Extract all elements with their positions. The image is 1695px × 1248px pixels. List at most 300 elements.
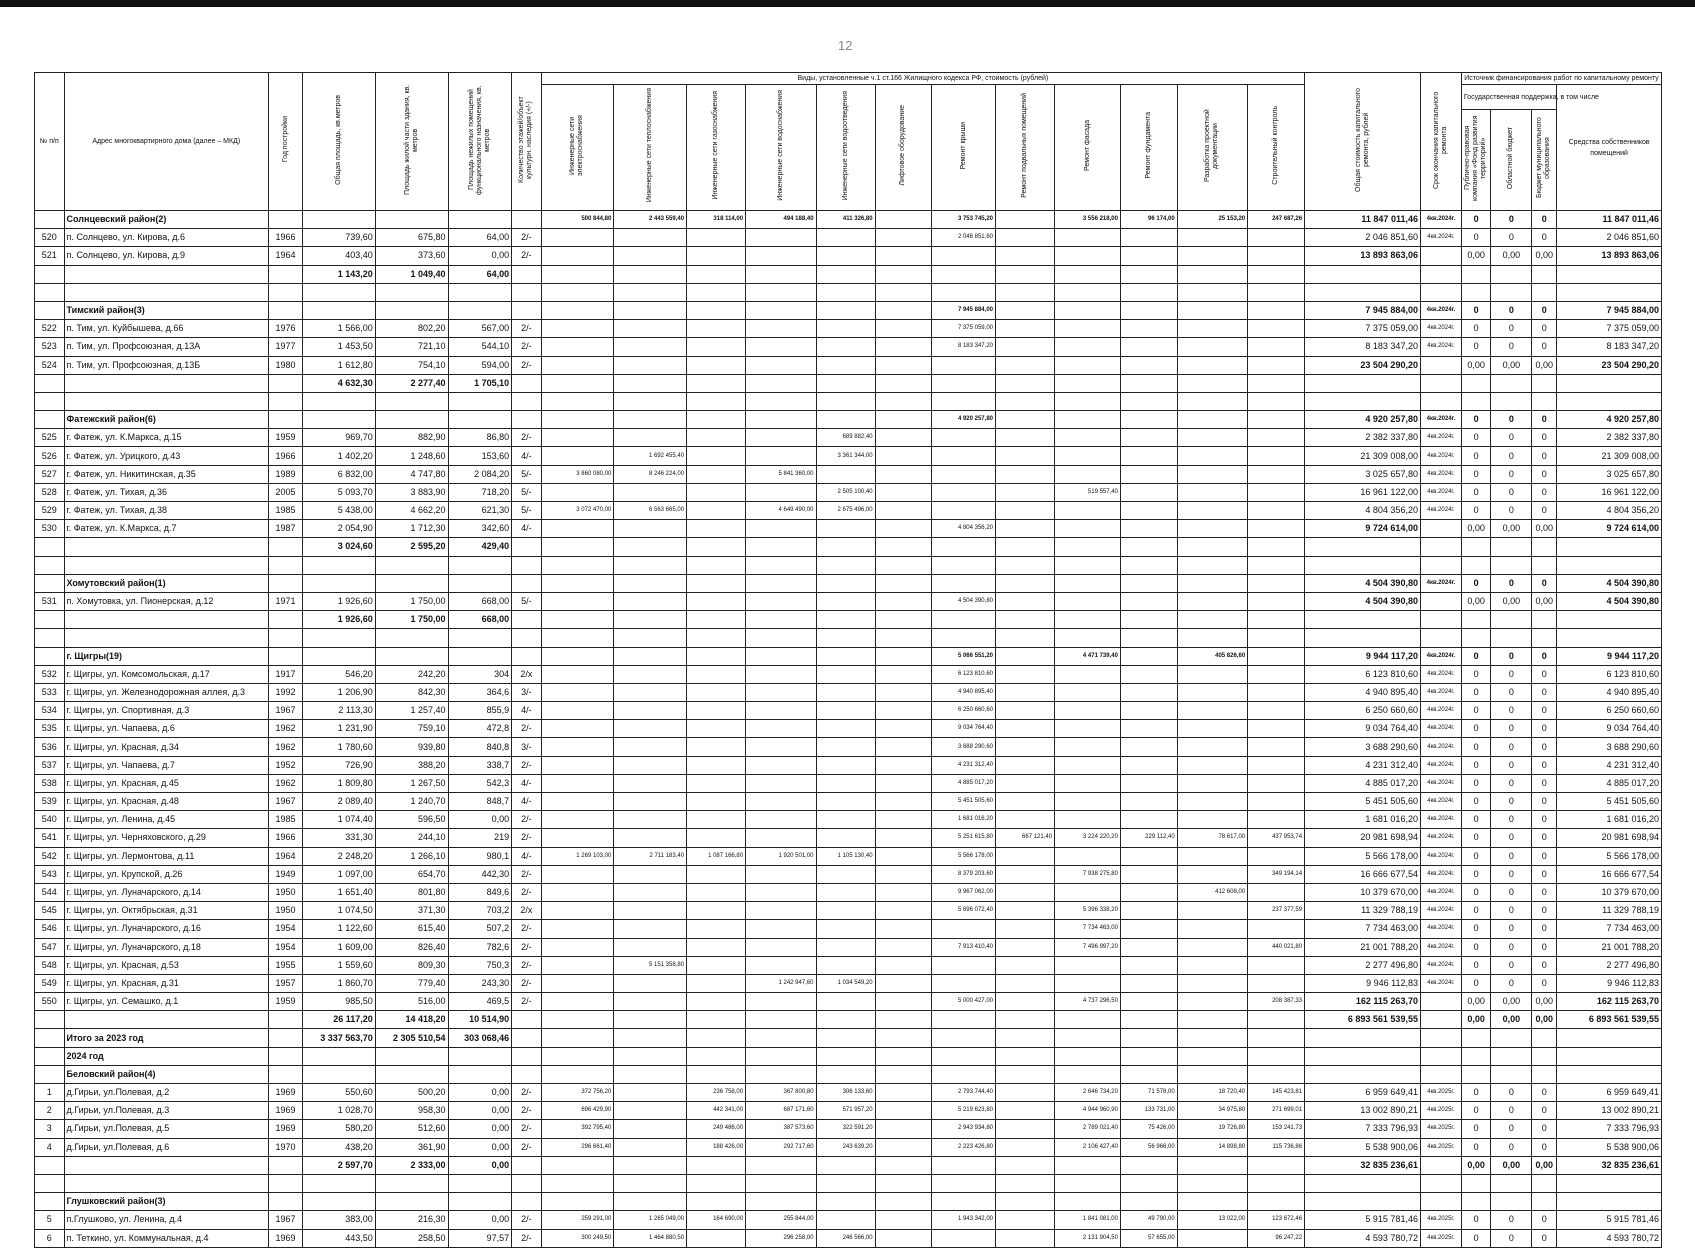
work-cost: [1055, 811, 1121, 829]
work-cost: 2 793 744,40: [932, 1084, 996, 1102]
owners-funds: [1557, 611, 1662, 629]
floors: 2/-: [512, 1211, 542, 1229]
work-cost: [1055, 320, 1121, 338]
owners-funds: 10 379 670,00: [1557, 883, 1662, 901]
header-work-10: Ремонт фундамента: [1120, 85, 1177, 211]
work-cost: 14 898,80: [1177, 1138, 1247, 1156]
row-number: 530: [35, 520, 65, 538]
living-area: 361,90: [375, 1138, 448, 1156]
build-year: 1980: [269, 356, 303, 374]
work-cost: [996, 1047, 1055, 1065]
work-cost: [996, 902, 1055, 920]
work-cost: [816, 520, 875, 538]
work-cost: [996, 720, 1055, 738]
repair-term: 4кв.2024г.: [1420, 702, 1461, 720]
living-area: 2 305 510,54: [375, 1029, 448, 1047]
work-cost: [1248, 411, 1305, 429]
work-cost: [614, 647, 687, 665]
work-cost: [614, 865, 687, 883]
work-cost: [1177, 502, 1247, 520]
work-cost: [875, 411, 932, 429]
total-area: 1 206,90: [303, 683, 376, 701]
repair-term: 4кв.2024г.: [1420, 883, 1461, 901]
work-cost: [687, 974, 746, 992]
work-cost: 1 265 049,00: [614, 1211, 687, 1229]
empty-cell: [1491, 392, 1532, 410]
repair-term: [1420, 993, 1461, 1011]
work-cost: 5 066 551,20: [932, 647, 996, 665]
owners-funds: 6 123 810,60: [1557, 665, 1662, 683]
work-cost: [1248, 447, 1305, 465]
work-cost: [746, 883, 816, 901]
header-work-7: Ремонт крыши: [932, 85, 996, 211]
work-cost: [1248, 683, 1305, 701]
financing-value: 0: [1461, 738, 1491, 756]
empty-cell: [64, 629, 268, 647]
empty-cell: [1532, 283, 1557, 301]
work-cost: 133 731,00: [1120, 1102, 1177, 1120]
financing-value: 0: [1461, 1138, 1491, 1156]
empty-cell: [816, 629, 875, 647]
empty-cell: [614, 1156, 687, 1174]
work-cost: [816, 938, 875, 956]
work-cost: [1120, 229, 1177, 247]
work-cost: [875, 1138, 932, 1156]
work-cost: [746, 1047, 816, 1065]
living-area: 371,30: [375, 902, 448, 920]
table-row: [35, 338, 1662, 356]
financing-value: 0: [1532, 920, 1557, 938]
nonliving-area: 750,3: [448, 956, 512, 974]
total-area: 2 248,20: [303, 847, 376, 865]
work-cost: 229 112,40: [1120, 829, 1177, 847]
empty-cell: [35, 629, 65, 647]
empty-cell: [932, 392, 996, 410]
capital-repair-table-sheet: [34, 72, 1662, 1248]
building-address: г. Щигры, ул. Луначарского, д.18: [64, 938, 268, 956]
total-area: 403,40: [303, 247, 376, 265]
empty-cell: [746, 538, 816, 556]
header-work-9: Ремонт фасада: [1055, 85, 1121, 211]
empty-cell: [512, 1156, 542, 1174]
work-cost: 392 795,40: [541, 1120, 614, 1138]
empty-cell: [512, 1065, 542, 1083]
work-cost: [1055, 229, 1121, 247]
work-cost: [541, 229, 614, 247]
work-cost: [1248, 1047, 1305, 1065]
empty-cell: [512, 301, 542, 319]
financing-value: 0: [1491, 902, 1532, 920]
work-cost: [614, 1102, 687, 1120]
table-row: [35, 592, 1662, 610]
work-cost: [1248, 1065, 1305, 1083]
table-row: [35, 1120, 1662, 1138]
header-total-cost: Общая стоимость капитального ремонта, рублей: [1305, 73, 1421, 211]
total-area: 969,70: [303, 429, 376, 447]
financing-value: 0: [1491, 847, 1532, 865]
empty-cell: [687, 1174, 746, 1192]
living-area: 826,40: [375, 938, 448, 956]
total-cost: 8 183 347,20: [1305, 338, 1421, 356]
empty-cell: [1055, 283, 1121, 301]
financing-value: 0: [1461, 320, 1491, 338]
total-area: 985,50: [303, 993, 376, 1011]
empty-cell: [1532, 556, 1557, 574]
work-cost: 306 133,60: [816, 1084, 875, 1102]
total-area: 1 809,80: [303, 774, 376, 792]
work-cost: [996, 574, 1055, 592]
work-cost: 249 486,00: [687, 1120, 746, 1138]
header-work-2: Инженерные сети теплоснабжения: [614, 85, 687, 211]
empty-cell: [512, 574, 542, 592]
financing-value: 0: [1491, 974, 1532, 992]
empty-cell: [375, 629, 448, 647]
build-year: 1950: [269, 902, 303, 920]
nonliving-area: 1 705,10: [448, 374, 512, 392]
empty-cell: [687, 1011, 746, 1029]
work-cost: [875, 774, 932, 792]
empty-cell: [1120, 1011, 1177, 1029]
work-cost: [996, 338, 1055, 356]
financing-value: 0: [1532, 702, 1557, 720]
total-area: 5 438,00: [303, 502, 376, 520]
empty-cell: [1461, 283, 1491, 301]
table-row: [35, 429, 1662, 447]
row-number: 541: [35, 829, 65, 847]
work-cost: [1120, 793, 1177, 811]
empty-cell: [1461, 1174, 1491, 1192]
building-address: г. Щигры, ул. Красная, д.48: [64, 793, 268, 811]
floors: 5/-: [512, 483, 542, 501]
financing-value: 0: [1461, 483, 1491, 501]
work-cost: 349 194,14: [1248, 865, 1305, 883]
owners-funds: 6 250 660,60: [1557, 702, 1662, 720]
work-cost: 18 720,40: [1177, 1084, 1247, 1102]
living-area: 4 747,80: [375, 465, 448, 483]
work-cost: [687, 1193, 746, 1211]
row-number: 537: [35, 756, 65, 774]
financing-value: 0: [1532, 1120, 1557, 1138]
total-area: 438,20: [303, 1138, 376, 1156]
work-cost: [932, 956, 996, 974]
work-cost: [875, 447, 932, 465]
work-cost: [996, 774, 1055, 792]
empty-cell: [1305, 556, 1421, 574]
work-cost: [541, 956, 614, 974]
empty-cell: [875, 538, 932, 556]
empty-cell: [269, 1029, 303, 1047]
total-cost: 2 382 337,80: [1305, 429, 1421, 447]
work-cost: [1248, 338, 1305, 356]
empty-cell: [1532, 1174, 1557, 1192]
empty-cell: [746, 629, 816, 647]
empty-cell: [512, 1174, 542, 1192]
empty-cell: [512, 611, 542, 629]
empty-cell: [269, 265, 303, 283]
work-cost: 6 123 810,60: [932, 665, 996, 683]
financing-value: [1532, 1029, 1557, 1047]
work-cost: [687, 356, 746, 374]
empty-cell: [303, 574, 376, 592]
empty-cell: [269, 1174, 303, 1192]
nonliving-area: 442,30: [448, 865, 512, 883]
total-cost: 5 915 781,46: [1305, 1211, 1421, 1229]
total-cost: 9 946 112,83: [1305, 974, 1421, 992]
work-cost: [996, 247, 1055, 265]
financing-value: 0: [1491, 301, 1532, 319]
work-cost: [996, 938, 1055, 956]
owners-funds: [1557, 1029, 1662, 1047]
total-cost: 2 046 851,60: [1305, 229, 1421, 247]
work-cost: [746, 411, 816, 429]
work-cost: 19 726,80: [1177, 1120, 1247, 1138]
financing-value: 0: [1461, 974, 1491, 992]
total-cost: [1305, 1029, 1421, 1047]
financing-value: 0: [1532, 756, 1557, 774]
repair-term: 4кв.2024г.: [1420, 720, 1461, 738]
work-cost: [816, 647, 875, 665]
work-cost: 1 242 947,60: [746, 974, 816, 992]
work-cost: [1177, 1229, 1247, 1247]
work-cost: [687, 1047, 746, 1065]
financing-value: 0: [1532, 320, 1557, 338]
work-cost: [614, 665, 687, 683]
empty-cell: [875, 265, 932, 283]
work-cost: 687 171,60: [746, 1102, 816, 1120]
row-number: 542: [35, 847, 65, 865]
financing-value: [1461, 1029, 1491, 1047]
work-cost: [816, 356, 875, 374]
work-cost: [996, 502, 1055, 520]
header-work-1: Инженерные сети электроснабжения: [541, 85, 614, 211]
work-cost: [996, 683, 1055, 701]
total-cost: 4 231 312,40: [1305, 756, 1421, 774]
financing-value: 0: [1532, 865, 1557, 883]
living-area: 754,10: [375, 356, 448, 374]
nonliving-area: 621,30: [448, 502, 512, 520]
build-year: 1964: [269, 847, 303, 865]
table-row: [35, 774, 1662, 792]
work-cost: 440 021,80: [1248, 938, 1305, 956]
table-header: [35, 73, 1662, 211]
nonliving-area: 219: [448, 829, 512, 847]
work-cost: [541, 920, 614, 938]
empty-cell: [1055, 556, 1121, 574]
work-cost: [687, 429, 746, 447]
build-year: 1952: [269, 756, 303, 774]
floors: 2/-: [512, 320, 542, 338]
build-year: 1967: [269, 1211, 303, 1229]
nonliving-area: 668,00: [448, 611, 512, 629]
work-cost: [1177, 738, 1247, 756]
row-number: 4: [35, 1138, 65, 1156]
work-cost: [996, 974, 1055, 992]
work-cost: [996, 1211, 1055, 1229]
subtotal-label: [64, 538, 268, 556]
work-cost: 153 241,73: [1248, 1120, 1305, 1138]
empty-cell: [1248, 283, 1305, 301]
repair-term: [1420, 538, 1461, 556]
work-cost: 387 573,60: [746, 1120, 816, 1138]
work-cost: [687, 920, 746, 938]
work-cost: [816, 774, 875, 792]
row-number: [35, 1029, 65, 1047]
header-financing-group: Источник финансирования работ по капитальному ремонту: [1461, 73, 1661, 85]
work-cost: [875, 338, 932, 356]
work-cost: [614, 720, 687, 738]
work-cost: [996, 993, 1055, 1011]
work-cost: [932, 429, 996, 447]
row-number: 522: [35, 320, 65, 338]
empty-cell: [932, 265, 996, 283]
work-cost: 8 246 224,00: [614, 465, 687, 483]
empty-cell: [816, 611, 875, 629]
work-cost: 2 711 183,40: [614, 847, 687, 865]
empty-cell: [303, 1193, 376, 1211]
empty-cell: [541, 1029, 614, 1047]
subtotal-row: [35, 1011, 1662, 1029]
work-cost: [541, 574, 614, 592]
table-row: [35, 1084, 1662, 1102]
work-cost: 1 943 342,00: [932, 1211, 996, 1229]
financing-value: 0: [1532, 301, 1557, 319]
building-address: г. Щигры, ул. Октябрьская, д.31: [64, 902, 268, 920]
work-cost: [746, 247, 816, 265]
work-cost: 2 505 100,40: [816, 483, 875, 501]
total-cost: [1305, 1047, 1421, 1065]
work-cost: [816, 883, 875, 901]
work-cost: [541, 592, 614, 610]
empty-cell: [269, 1193, 303, 1211]
work-cost: 246 566,00: [816, 1229, 875, 1247]
work-cost: [816, 829, 875, 847]
work-cost: [746, 574, 816, 592]
work-cost: [1177, 811, 1247, 829]
floors: 4/-: [512, 793, 542, 811]
empty-cell: [541, 1011, 614, 1029]
financing-value: 0: [1532, 574, 1557, 592]
building-address: г. Щигры, ул. Железнодорожная аллея, д.3: [64, 683, 268, 701]
section-name: 2024 год: [64, 1047, 268, 1065]
table-body: [35, 211, 1662, 1248]
empty-cell: [816, 374, 875, 392]
work-cost: [614, 702, 687, 720]
work-cost: [875, 829, 932, 847]
work-cost: [816, 920, 875, 938]
floors: 2/-: [512, 1102, 542, 1120]
total-cost: 7 333 796,93: [1305, 1120, 1421, 1138]
financing-value: [1491, 374, 1532, 392]
empty-cell: [35, 392, 65, 410]
empty-cell: [269, 629, 303, 647]
empty-cell: [746, 392, 816, 410]
repair-term: 4кв.2024г.: [1420, 956, 1461, 974]
work-cost: [1177, 720, 1247, 738]
work-cost: [614, 920, 687, 938]
work-cost: [1055, 665, 1121, 683]
work-cost: [1248, 702, 1305, 720]
floors: 4/-: [512, 702, 542, 720]
work-cost: [1120, 502, 1177, 520]
repair-term: [1420, 1193, 1461, 1211]
work-cost: [875, 211, 932, 229]
financing-value: 0: [1491, 1120, 1532, 1138]
empty-cell: [1248, 1029, 1305, 1047]
work-cost: [816, 301, 875, 319]
work-cost: [875, 483, 932, 501]
spacer-row: [35, 556, 1662, 574]
financing-value: 0: [1491, 483, 1532, 501]
work-cost: [1120, 1193, 1177, 1211]
work-cost: 1 681 016,20: [932, 811, 996, 829]
owners-funds: 3 688 290,60: [1557, 738, 1662, 756]
work-cost: [875, 356, 932, 374]
subtotal-row: [35, 374, 1662, 392]
owners-funds: [1557, 1065, 1662, 1083]
work-cost: [875, 301, 932, 319]
repair-term: 4кв.2024г.: [1420, 465, 1461, 483]
work-cost: 7 938 275,80: [1055, 865, 1121, 883]
empty-cell: [1532, 392, 1557, 410]
owners-funds: 32 835 236,61: [1557, 1156, 1662, 1174]
work-cost: [614, 356, 687, 374]
work-cost: 71 578,00: [1120, 1084, 1177, 1102]
total-cost: 5 451 505,60: [1305, 793, 1421, 811]
floors: 4/-: [512, 774, 542, 792]
empty-cell: [687, 538, 746, 556]
total-cost: 21 309 008,00: [1305, 447, 1421, 465]
work-cost: [1120, 738, 1177, 756]
work-cost: [816, 756, 875, 774]
total-area: 1 074,50: [303, 902, 376, 920]
repair-term: 4кв.2025г.: [1420, 1102, 1461, 1120]
work-cost: [875, 811, 932, 829]
work-cost: [687, 793, 746, 811]
work-cost: [541, 665, 614, 683]
work-cost: 405 826,60: [1177, 647, 1247, 665]
owners-funds: 4 885 017,20: [1557, 774, 1662, 792]
owners-funds: 7 375 059,00: [1557, 320, 1662, 338]
empty-cell: [932, 283, 996, 301]
work-cost: [1120, 338, 1177, 356]
empty-cell: [303, 301, 376, 319]
work-cost: [875, 1193, 932, 1211]
work-cost: [816, 993, 875, 1011]
work-cost: [1177, 847, 1247, 865]
work-cost: [816, 574, 875, 592]
financing-value: [1461, 265, 1491, 283]
financing-value: 0: [1491, 647, 1532, 665]
work-cost: 49 790,00: [1120, 1211, 1177, 1229]
nonliving-area: 0,00: [448, 1211, 512, 1229]
empty-cell: [448, 1174, 512, 1192]
work-cost: [1177, 229, 1247, 247]
build-year: 1969: [269, 1229, 303, 1247]
empty-cell: [875, 1174, 932, 1192]
owners-funds: 13 002 890,21: [1557, 1102, 1662, 1120]
row-number: 527: [35, 465, 65, 483]
living-area: 801,80: [375, 883, 448, 901]
work-cost: [614, 993, 687, 1011]
living-area: 882,90: [375, 429, 448, 447]
work-cost: [687, 301, 746, 319]
subtotal-row: [35, 265, 1662, 283]
floors: 2/-: [512, 338, 542, 356]
work-cost: [816, 865, 875, 883]
work-cost: [816, 411, 875, 429]
owners-funds: 5 915 781,46: [1557, 1211, 1662, 1229]
work-cost: [1120, 938, 1177, 956]
